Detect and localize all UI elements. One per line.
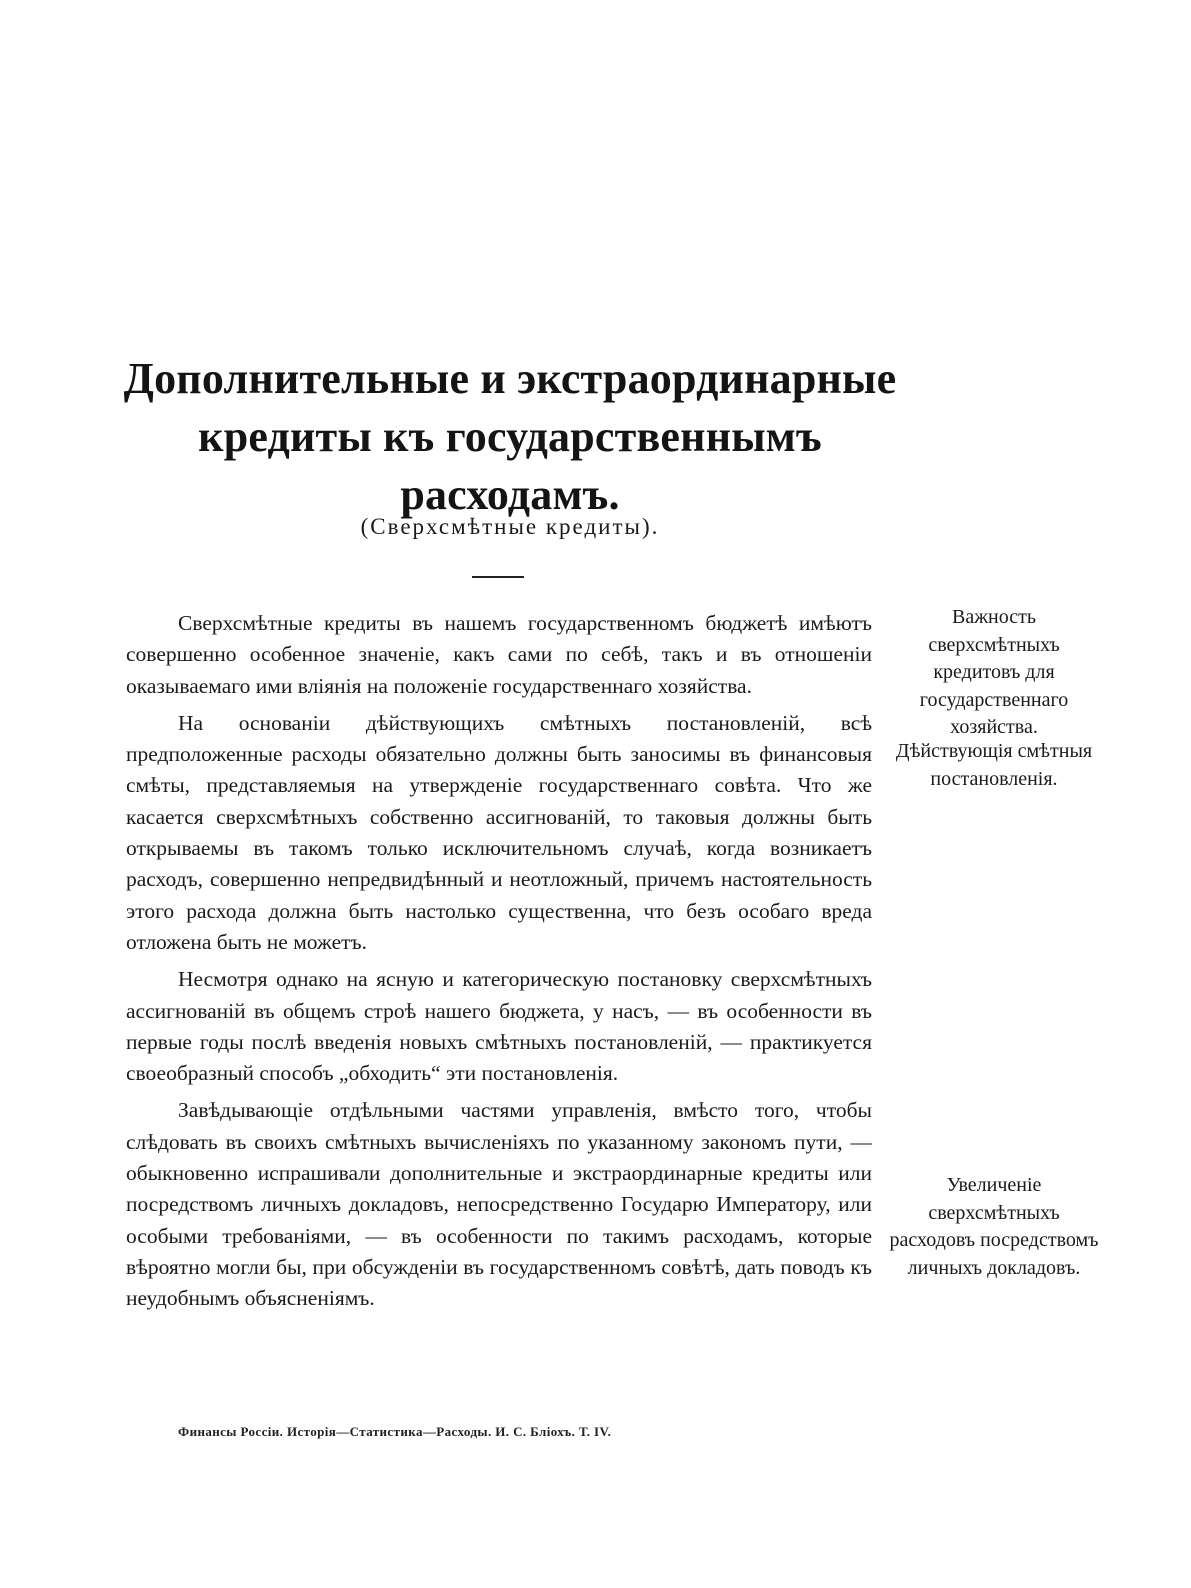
page-footer: Финансы Россіи. Исторія—Статистика—Расходы. И. С. Блiохъ. Т. IV. — [178, 1424, 612, 1439]
margin-note-importance: Важность сверхсмѣтныхъ кредитовъ для государственнаго хозяйства. — [919, 606, 1069, 738]
margin-note-regulations: Дѣйствующія смѣтныя постановленія. — [895, 740, 1093, 790]
chapter-title-line-2: кредиты къ государственнымъ — [198, 412, 822, 461]
title-divider — [472, 576, 524, 578]
body-text — [126, 608, 872, 1321]
chapter-title-line-1: Дополнительные и экстраординарные — [123, 354, 897, 403]
chapter-subtitle: (Сверхсмѣтные кредиты). — [360, 514, 660, 539]
paragraph-1: Сверхсмѣтные кредиты въ нашемъ государственномъ бюджетѣ имѣютъ совершенно особенное значеніе, какъ сами по себѣ, такъ и въ отношеніи оказываемаго ими вліянія на положеніе государственнаго хозяйства. — [126, 611, 872, 698]
paragraph-3: Несмотря однако на ясную и категорическую постановку сверхсмѣтныхъ ассигнованій въ общемъ строѣ нашего бюджета, у насъ, — въ особенности въ первые годы послѣ введенія новыхъ смѣтныхъ постановленій, — практикуется своеобразный способъ „обходить“ эти постановленія. — [126, 967, 872, 1086]
paragraph-2: На основаніи дѣйствующихъ смѣтныхъ постановленій, всѣ предположенные расходы обязательно должны быть заносимы въ финансовыя смѣты, представляемыя на утвержденіе государственнаго совѣта. Что же касается сверхсмѣтныхъ собственно ассигнованій, то таковыя должны быть открываемы въ такомъ только исключительномъ случаѣ, когда возникаетъ расходъ, совершенно непредвидѣнный и неотложный, причемъ настоятельность этого расхода должна быть настолько существенна, что безъ особаго вреда отложена быть не можетъ. — [126, 710, 872, 954]
paragraph-4: Завѣдывающіе отдѣльными частями управленія, вмѣсто того, чтобы слѣдовать въ своихъ смѣтныхъ вычисленіяхъ по указанному закономъ пути, — обыкновенно испрашивали дополнительные и экстраординарные кредиты или посредствомъ личныхъ докладовъ, непосредственно Государю Императору, или особыми требованіями, — въ особенности по такимъ расходамъ, которые вѣроятно могли бы, при обсужденіи въ государственномъ совѣтѣ, дать поводъ къ неудобнымъ объясненіямъ. — [126, 1098, 872, 1311]
margin-note-increase: Увеличеніе сверхсмѣтныхъ расходовъ посредствомъ личныхъ докладовъ. — [889, 1174, 1099, 1279]
chapter-title-line-3: расходамъ. — [400, 470, 620, 519]
chapter-title — [110, 350, 910, 524]
